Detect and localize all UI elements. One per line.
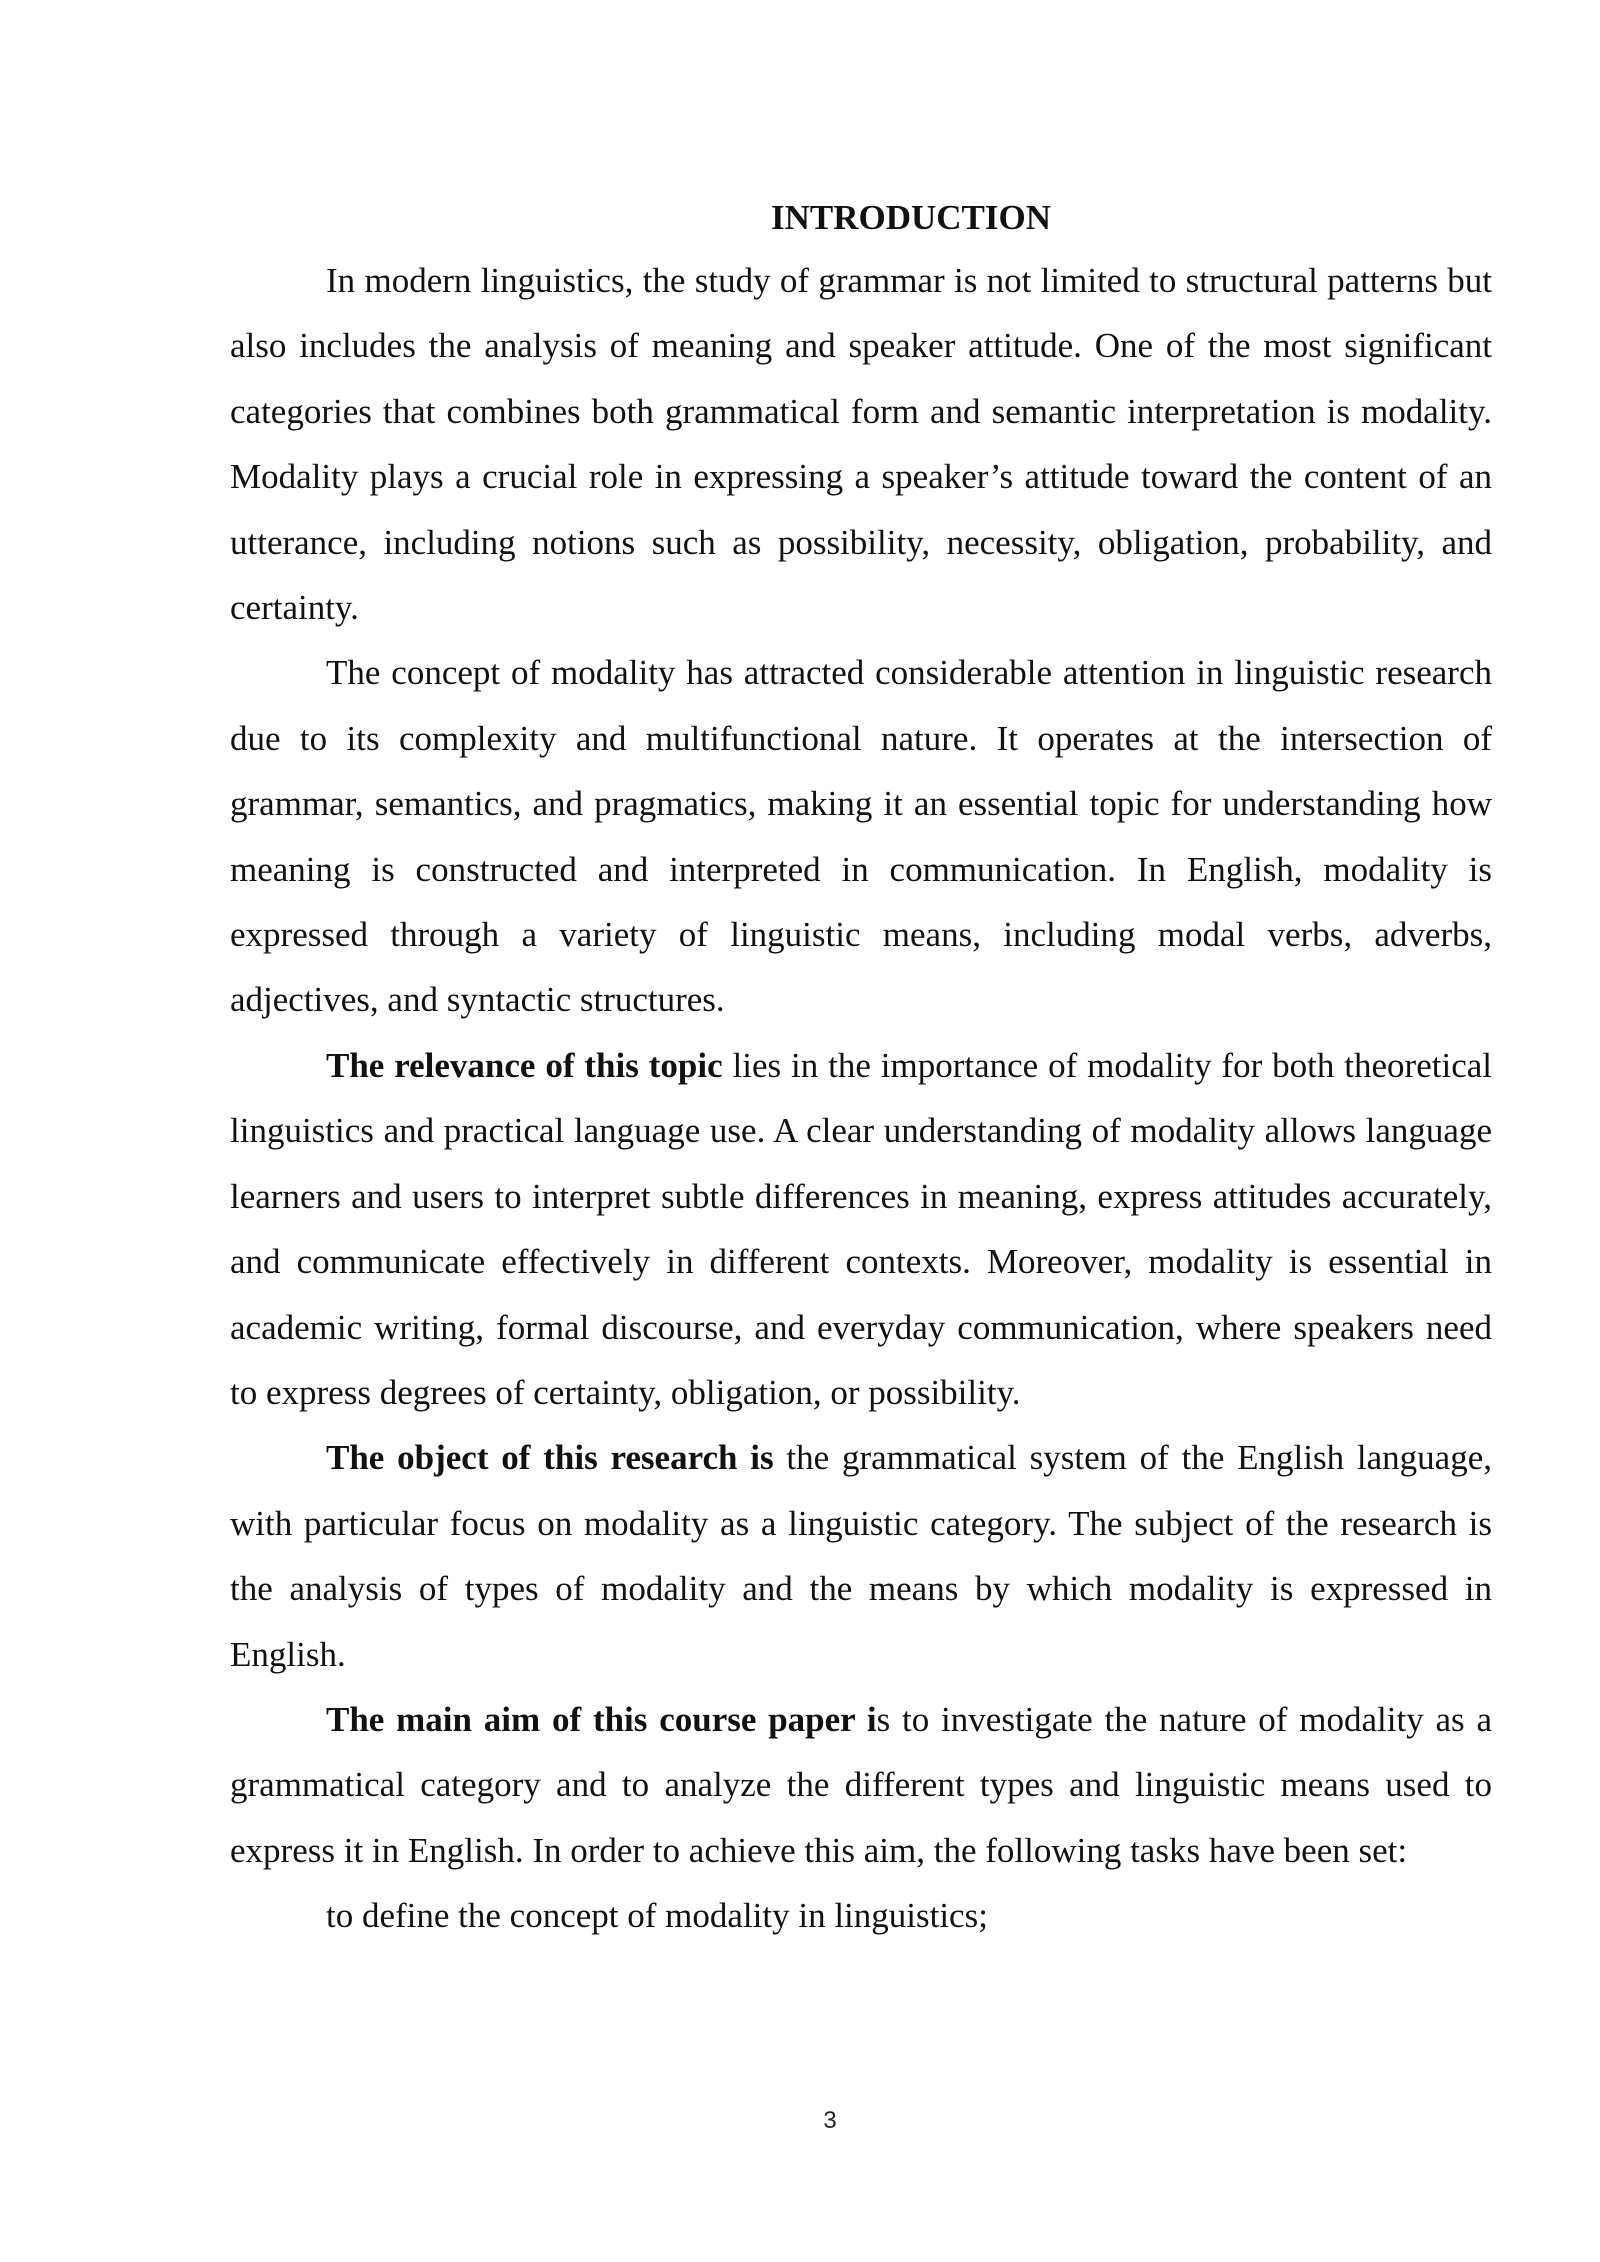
paragraph-text: The concept of modality has attracted considerable attention in linguistic research due to its complexity and multifunctional nature. It operates at the intersection of grammar, semantics, and pragmatics, making it an essential topic for understanding how meaning is constructed and interpreted in communication. In English, modality is expressed through a variety of linguistic means, including modal verbs, adverbs, adjectives, and syntactic structures. [230,653,1492,1020]
paragraph-text: In modern linguistics, the study of grammar is not limited to structural patterns but also includes the analysis of meaning and speaker attitude. One of the most significant categories that combines both grammatical form and semantic interpretation is modality. Modality plays a crucial role in expressing a speaker’s attitude toward the content of an utterance, including notions such as possibility, necessity, obligation, probability, and certainty. [230,261,1492,628]
paragraph-relevance [230,1033,1492,1425]
bold-lead-in: The main aim of this course paper i [326,1699,877,1739]
paragraph-aim [230,1687,1492,1883]
paragraph-text: the grammatical system of the English language, with particular focus on modality as a linguistic category. The subject of the research is the analysis of types of modality and the means by which modality is expressed in English. [230,1438,1492,1674]
paragraph-text: to define the concept of modality in linguistics; [326,1896,988,1936]
bold-lead-in: The relevance of this topic [326,1045,723,1085]
bold-lead-in: The object of this research is [326,1438,774,1478]
page-number: 3 [823,2107,837,2134]
paragraph-text: lies in the importance of modality for both theoretical linguistics and practical language use. A clear understanding of modality allows language learners and users to interpret subtle differences in meaning, express attitudes accurately, and communicate effectively in different contexts. Moreover, modality is essential in academic writing, formal discourse, and everyday communication, where speakers need to express degrees of certainty, obligation, or possibility. [230,1045,1492,1412]
task-item [230,1883,1492,1948]
paragraph-object [230,1425,1492,1687]
paragraph-text: s to investigate the nature of modality as a grammatical category and to analyze the different types and linguistic means used to express it in English. In order to achieve this aim, the following tasks have been set: [230,1699,1492,1870]
paragraph-intro [230,248,1492,640]
page-body [230,188,1492,1949]
section-heading: INTRODUCTION [770,198,1052,237]
paragraph-concept [230,640,1492,1032]
